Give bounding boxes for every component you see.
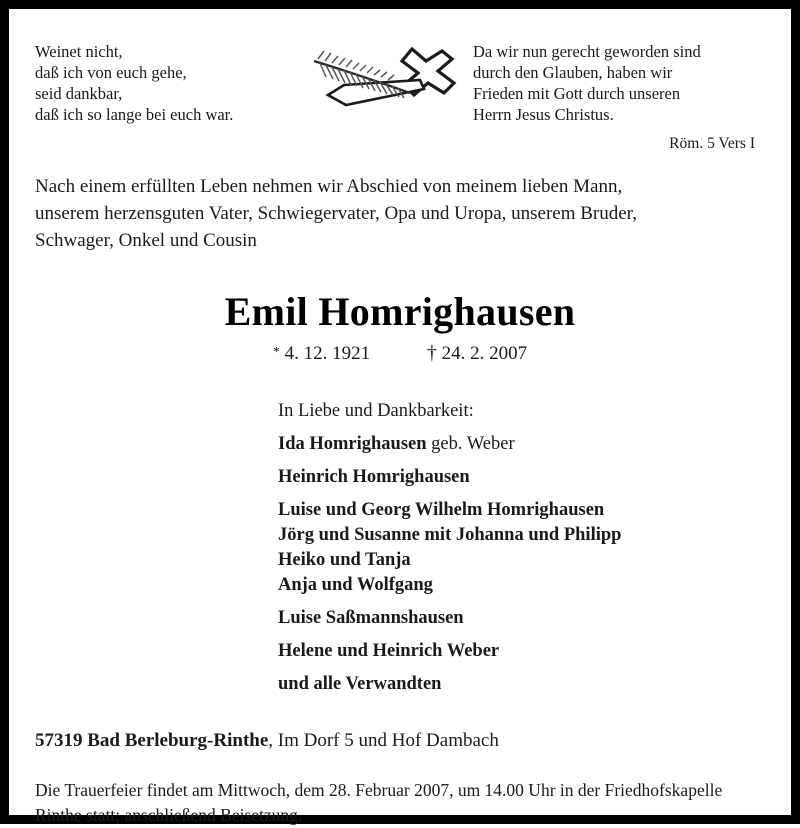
family-member [278,523,765,548]
funeral-line-1: Die Trauerfeier findet am Mittwoch, dem 28. Februar 2007, um 14.00 Uhr in der Friedhofskapelle [35,780,723,800]
life-dates [35,342,765,365]
intro-line-3: Schwager, Onkel und Cousin [35,230,257,251]
family-member-name: und alle Verwandten [278,674,442,694]
birth-star-icon: * [272,345,280,360]
verse-right-line-2: durch den Glauben, haben wir [473,63,673,82]
address-city: 57319 Bad Berleburg-Rinthe [35,730,269,751]
address-rest: , Im Dorf 5 und Hof Dambach [268,730,499,751]
family-member [278,432,765,457]
family-member [278,672,765,697]
family-member-name: Luise Saßmannshausen [278,608,464,628]
family-member [278,548,765,573]
verse-right-line-4: Herrn Jesus Christus. [473,105,614,124]
family-heading: In Liebe und Dankbarkeit: [278,401,474,421]
family-member-suffix: geb. Weber [426,434,515,454]
intro-paragraph [35,173,765,254]
family-members [278,432,765,697]
birth-date-group [273,343,375,364]
family-member-name: Heiko und Tanja [278,550,411,570]
birth-date: 4. 12. 1921 [284,343,371,364]
family-member [278,573,765,598]
death-cross-icon: † [426,342,437,364]
intro-line-2: unserem herzensguten Vater, Schwiegervater, Opa und Uropa, unserem Bruder, [35,203,637,224]
verse-right [473,33,765,154]
family-member [278,465,765,490]
scripture-reference: Röm. 5 Vers I [669,135,755,152]
family-member [278,498,765,523]
address-line [35,730,765,752]
verse-left-line-2: daß ich von euch gehe, [35,63,187,82]
cross-with-palm-branch-icon [300,39,470,117]
top-band [35,33,765,151]
family-member-name: Anja und Wolfgang [278,575,433,595]
death-date: 24. 2. 2007 [441,343,528,364]
family-member [278,639,765,664]
verse-right-line-3: Frieden mit Gott durch unseren [473,84,681,103]
deceased-name: Emil Homrighausen [224,289,576,334]
verse-left-line-4: daß ich so lange bei euch war. [35,105,234,124]
verse-left-line-3: seid dankbar, [35,84,123,103]
family-member-name: Jörg und Susanne mit Johanna und Philipp [278,525,622,545]
family-list [35,399,765,697]
emblem-container [298,33,473,117]
family-member-name: Ida Homrighausen [278,434,427,454]
verse-right-line-1: Da wir nun gerecht geworden sind [473,42,701,61]
notice-inner [9,9,791,825]
funeral-line-2: Rinthe statt; anschließend Beisetzung. [35,805,303,825]
intro-line-1: Nach einem erfüllten Leben nehmen wir Abschied von meinem lieben Mann, [35,176,623,197]
family-member-name: Luise und Georg Wilhelm Homrighausen [278,500,605,520]
funeral-details [35,778,765,828]
verse-left-line-1: Weinet nicht, [35,42,123,61]
family-member-name: Helene und Heinrich Weber [278,641,500,661]
family-member-name: Heinrich Homrighausen [278,467,470,487]
verse-left [35,33,298,125]
family-member [278,606,765,631]
death-date-group [427,343,527,364]
